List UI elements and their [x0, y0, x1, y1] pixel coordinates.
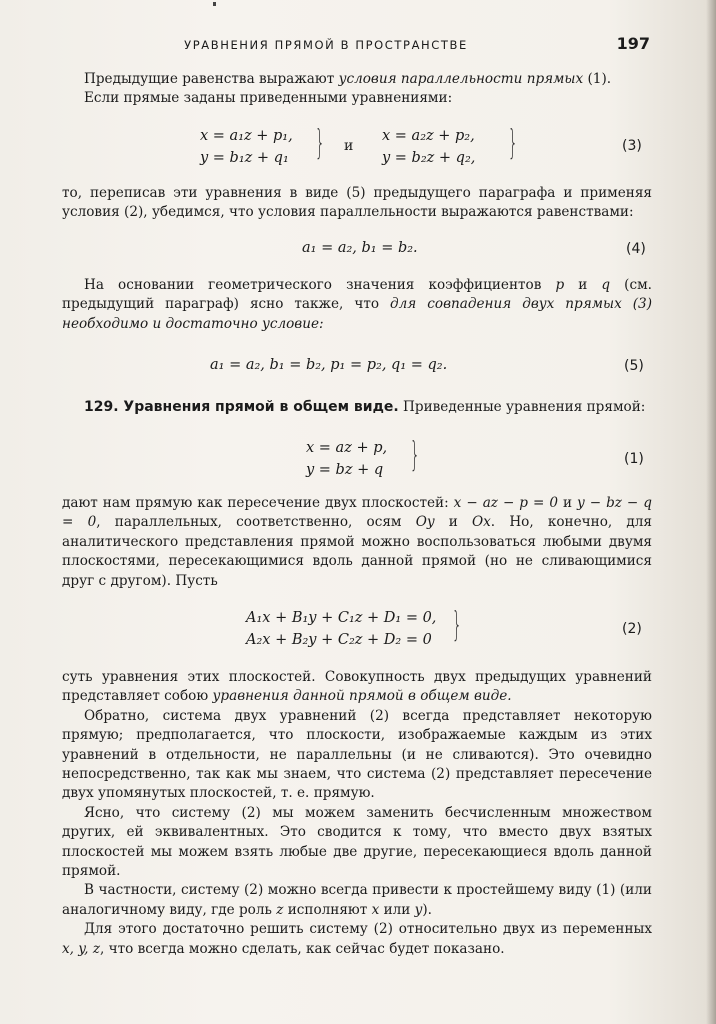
paragraph-general-form — [62, 668, 652, 959]
text-run: (1). — [583, 71, 612, 87]
page-number: 197 — [616, 34, 650, 53]
brace: } — [508, 123, 518, 163]
emphasis: условия параллельности прямых — [338, 71, 584, 87]
equation-line: x = az + p, — [306, 440, 388, 456]
text-run: дают нам прямую как пересечение двух плоскостей: — [62, 495, 454, 511]
text-run: , что всегда можно сделать, как сейчас будет показано. — [100, 940, 505, 957]
variable: z — [276, 901, 284, 918]
text-run: Если прямые заданы приведенными уравнениями: — [84, 90, 453, 107]
paragraph-converse: Обратно, система двух уравнений (2) всегда представляет некоторую прямую; предполагается, что плоскости, изображаемые каждым из этих уравнений в отдельности, не параллельны (и не сливаются). Это очевидно непосредственно, так как мы знаем, что система (2) представляет пересечение двух упомянутых плоскостей, т. е. прямую. — [62, 707, 652, 802]
equation-line: A₁x + B₁y + C₁z + D₁ = 0, — [246, 610, 437, 626]
paragraph-equivalent-systems: Ясно, что систему (2) мы можем заменить бесчисленным множеством других, ей эквивалентных. Это сводится к тому, что вместо двух взятых плоскостей мы можем взять любые две другие, пересекающиеся вдоль данной прямой. — [62, 804, 652, 880]
section-129 — [62, 398, 652, 417]
text-run: исполняют — [283, 901, 372, 918]
text-run: суть уравнения этих плоскостей. Совокупность двух предыдущих уравнений представляет собою — [62, 669, 652, 705]
variables: x, y, z — [62, 940, 100, 957]
text-run: и — [434, 514, 472, 531]
brace: } — [452, 605, 462, 645]
text-run: ). — [422, 901, 432, 918]
running-title: УРАВНЕНИЯ ПРЯМОЙ В ПРОСТРАНСТВЕ — [184, 38, 468, 52]
paragraph-intersection — [62, 494, 652, 591]
equation-5: a₁ = a₂, b₁ = b₂, p₁ = p₂, q₁ = q₂. — [210, 357, 448, 373]
equation-line: x = a₂z + p₂, — [382, 128, 475, 144]
text-run: и — [558, 495, 578, 511]
equation-number: (3) — [622, 138, 642, 154]
variable: q — [601, 277, 611, 293]
text-run: На основании геометрического значения коэффициентов — [84, 277, 556, 293]
equation-line: y = b₂z + q₂, — [382, 150, 476, 166]
page-edge-shadow — [706, 0, 716, 1024]
variable: p — [555, 277, 565, 293]
paragraph-parallel-conditions — [62, 70, 652, 109]
text-run: , параллельных, соответственно, осям — [96, 514, 416, 531]
paragraph-coincidence — [62, 276, 652, 334]
text-run: . Но, конечно, для аналитического представления прямой можно воспользоваться любыми двумя плоскостями, пересекающимися вдоль данной прямой (но не сливающимися друг с другом). Пусть — [62, 514, 652, 589]
formula: y − bz − q = 0 — [62, 495, 652, 531]
running-header — [62, 34, 650, 54]
text-run: Приведенные уравнения прямой: — [398, 399, 646, 415]
text-run: Предыдущие равенства выражают — [84, 71, 339, 87]
text-run: Для этого достаточно решить систему (2) относительно двух из переменных — [84, 921, 652, 938]
equation-number: (5) — [624, 358, 644, 374]
equation-line: y = bz + q — [306, 462, 384, 478]
text-run: (см. предыдущий параграф) ясно также, что — [62, 277, 652, 313]
equation-line: y = b₁z + q₁ — [200, 150, 289, 166]
print-mark — [213, 2, 216, 6]
text-run: то, переписав эти уравнения в виде (5) предыдущего параграфа и применяя условия (2), убедимся, что условия параллельности выражаются равенствами: — [62, 185, 652, 221]
text-run: или — [379, 901, 415, 918]
equation-line: x = a₁z + p₁, — [200, 128, 293, 144]
emphasis: уравнения данной прямой в общем виде. — [212, 688, 512, 705]
variable: x — [371, 901, 380, 918]
equation-number: (2) — [622, 621, 642, 637]
text-run: и — [564, 277, 602, 293]
text-run: В частности, систему (2) можно всегда привести к простейшему виду (1) (или аналогичному виду, где роль — [62, 882, 652, 918]
section-heading: 129. Уравнения прямой в общем виде. — [84, 399, 399, 415]
axis-name: Oy — [415, 514, 435, 531]
equation-line: A₂x + B₂y + C₂z + D₂ = 0 — [246, 632, 432, 648]
paragraph-rewrite — [62, 184, 652, 223]
conjunction: и — [344, 138, 354, 154]
brace: } — [315, 123, 325, 163]
variable: y — [414, 901, 423, 918]
brace: } — [410, 435, 420, 475]
emphasis: для совпадения двух прямых (3) необходимо и достаточно условие: — [62, 296, 652, 332]
equation-4: a₁ = a₂, b₁ = b₂. — [302, 240, 418, 256]
axis-name: Ox — [471, 514, 491, 531]
formula: x − az − p = 0 — [453, 495, 559, 511]
equation-number: (4) — [626, 241, 646, 257]
equation-number: (1) — [624, 451, 644, 467]
